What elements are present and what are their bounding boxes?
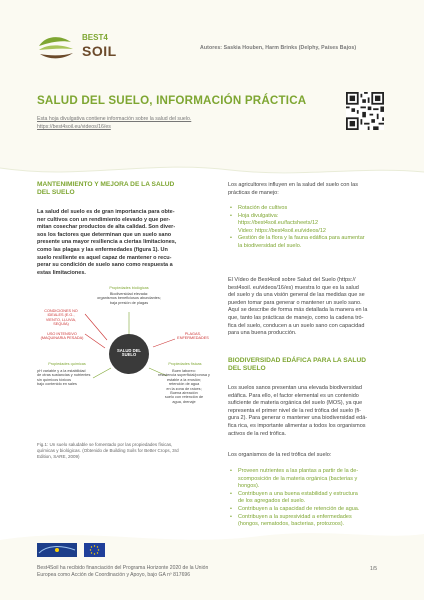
chem-properties-title: Propiedades químicas — [48, 362, 86, 366]
page-number: 1/5 — [370, 566, 378, 572]
food-web-intro: Los organismos de la red trófica del suelo: — [228, 452, 332, 458]
food-web-list — [228, 468, 408, 529]
practices-list — [228, 205, 408, 251]
partner-logo — [37, 543, 77, 557]
list-item: • Contribuyen a la capacidad de retención de agua. — [238, 506, 408, 514]
video-paragraph: El Vídeo de Best4soil sobre Salud del Suelo (https:// best4soil. eu/videos/16/es) muestra lo que es la salud del suelo y da una visión general de las medidas que se pueden tomar para generar o mantener un suelo sano. Aquí se describe de forma más detallada la manera en la que, tanto las prácticas de manejo, como la cadena tró- fica del suelo, conducen a un suelo sano con capacidad para una buena producción. — [228, 277, 368, 337]
section-heading-maintenance: MANTENIMIENTO Y MEJORA DE LA SALUD DEL SUELO — [37, 181, 175, 197]
eu-flag-icon — [84, 543, 105, 557]
pests-diseases-label: PLAGAS, ENFERMEDADES — [177, 332, 209, 341]
best4soil-logo — [37, 34, 77, 69]
diagram-center-label: SALUD DEL SUELO — [117, 348, 141, 358]
figure-caption: Fig.1: Un suelo saludable se fomentado por las propiedades físicas, químicas y biológicas. (Obtenido de Building Soils for Better Crops, 3rd Edition, SARE, 2009) — [37, 442, 179, 459]
section-heading-biodiversity: BIODIVERSIDAD EDÁFICA PARA LA SALUD DEL SUELO — [228, 357, 366, 373]
list-item: • Rotación de cultivos — [238, 205, 408, 213]
chem-properties-text: pH variable y a la estabilidad de otras sustancias y nutrientes sin químicos tóxicos bajo contenido en sales — [37, 369, 91, 387]
non-ideal-conditions-label: CONDICIONES NO IDEALES (E.G., VIENTO, LLUVIA, SEQUÍA) — [44, 309, 78, 327]
subtitle-link[interactable]: https://best4soil.eu/videos/16/es — [37, 124, 111, 130]
brand-name-top: BEST4 — [82, 33, 108, 42]
brand-name-bottom: SOIL — [82, 43, 117, 59]
qr-code-icon — [346, 92, 384, 130]
phys-properties-title: Propiedades físicas — [168, 362, 202, 366]
diagram-arrows — [37, 284, 219, 434]
intro-paragraph: La salud del suelo es de gran importancia para obte- ner cultivos con un rendimiento elevado y que per- mitan cosechar productos de alta calidad. Son diver- sos los factores que determinan que un suelo sano presente una mayor resiliencia a ciertas limitaciones, como las plagas y las enfermedades (figura 1). Un suelo resiliente es aquel capaz de mantener o recu- perar su condición de suelo sano como respuesta a estas limitaciones. — [37, 209, 177, 276]
page-title: SALUD DEL SUELO, INFORMACIÓN PRÁCTICA — [37, 94, 307, 107]
biodiversity-paragraph: Los suelos sanos presentan una elevada biodiversidad edáfica. Para ello, el factor elemental es un contenido suficiente de materia orgánica del suelo (MOS), ya que representa el primer nivel de la red trófica del suelo (fi- gura 2). Para generar o mantener una biodiversidad edá- fica rica, es importante alimentar a todos los organismos activos de la red trófica. — [228, 385, 368, 437]
list-item: • Gestión de la flora y la fauna edáfica para aumentar la biodiversidad del suelo. — [238, 235, 408, 250]
bio-properties-text: Biodiversidad elevada: organismos beneficiosos abundantes; baja presión de plagas — [97, 292, 161, 305]
footer-wave — [0, 526, 424, 600]
partner-logo-icon — [37, 543, 77, 557]
funding-notice: Best4Soil ha recibido financiación del Programa Horizonte 2020 de la Unión Europea como Acción de Coordinación y Apoyo, bajo GA nº 817696 — [37, 565, 209, 578]
soil-health-diagram — [37, 284, 219, 434]
intensive-use-label: USO INTENSIVO (MAQUINARIA PESADA) — [40, 332, 84, 341]
list-item: • Contribuyen a una buena estabilidad y estructura de los agregados del suelo. — [238, 491, 408, 506]
bio-properties-title: Propiedades biológicas — [109, 286, 149, 290]
subtitle-line1: Esta hoja divulgativa contiene información sobre la salud del suelo. — [37, 116, 192, 122]
list-item[interactable]: • Hoja divulgativa: https://best4soil.eu/factsheets/12 Video: https://best4soil.eu/videos/12 — [238, 213, 408, 236]
logo-mark-icon — [37, 34, 77, 64]
header-band — [0, 0, 424, 172]
list-item: • Proveen nutrientes a las plantas a partir de la de- scomposición de la materia orgánica (bacterias y hongos). — [238, 468, 408, 491]
phys-properties-text: Buen laboreo: resistencia superficial/porosa y estable a la erosión; retención de agua en la zona de raíces; Buena aireación suelo con retención de agua, drenaje — [158, 369, 210, 404]
authors: Autores: Saskia Houben, Harm Brinks (Delphy, Países Bajos) — [200, 45, 357, 51]
list-item: • Contribuyen a la supresividad a enfermedades (hongos, nematodos, bacterias, protozoos). — [238, 514, 408, 529]
practices-intro: Los agricultores influyen en la salud del suelo con las prácticas de manejo: — [228, 182, 358, 196]
